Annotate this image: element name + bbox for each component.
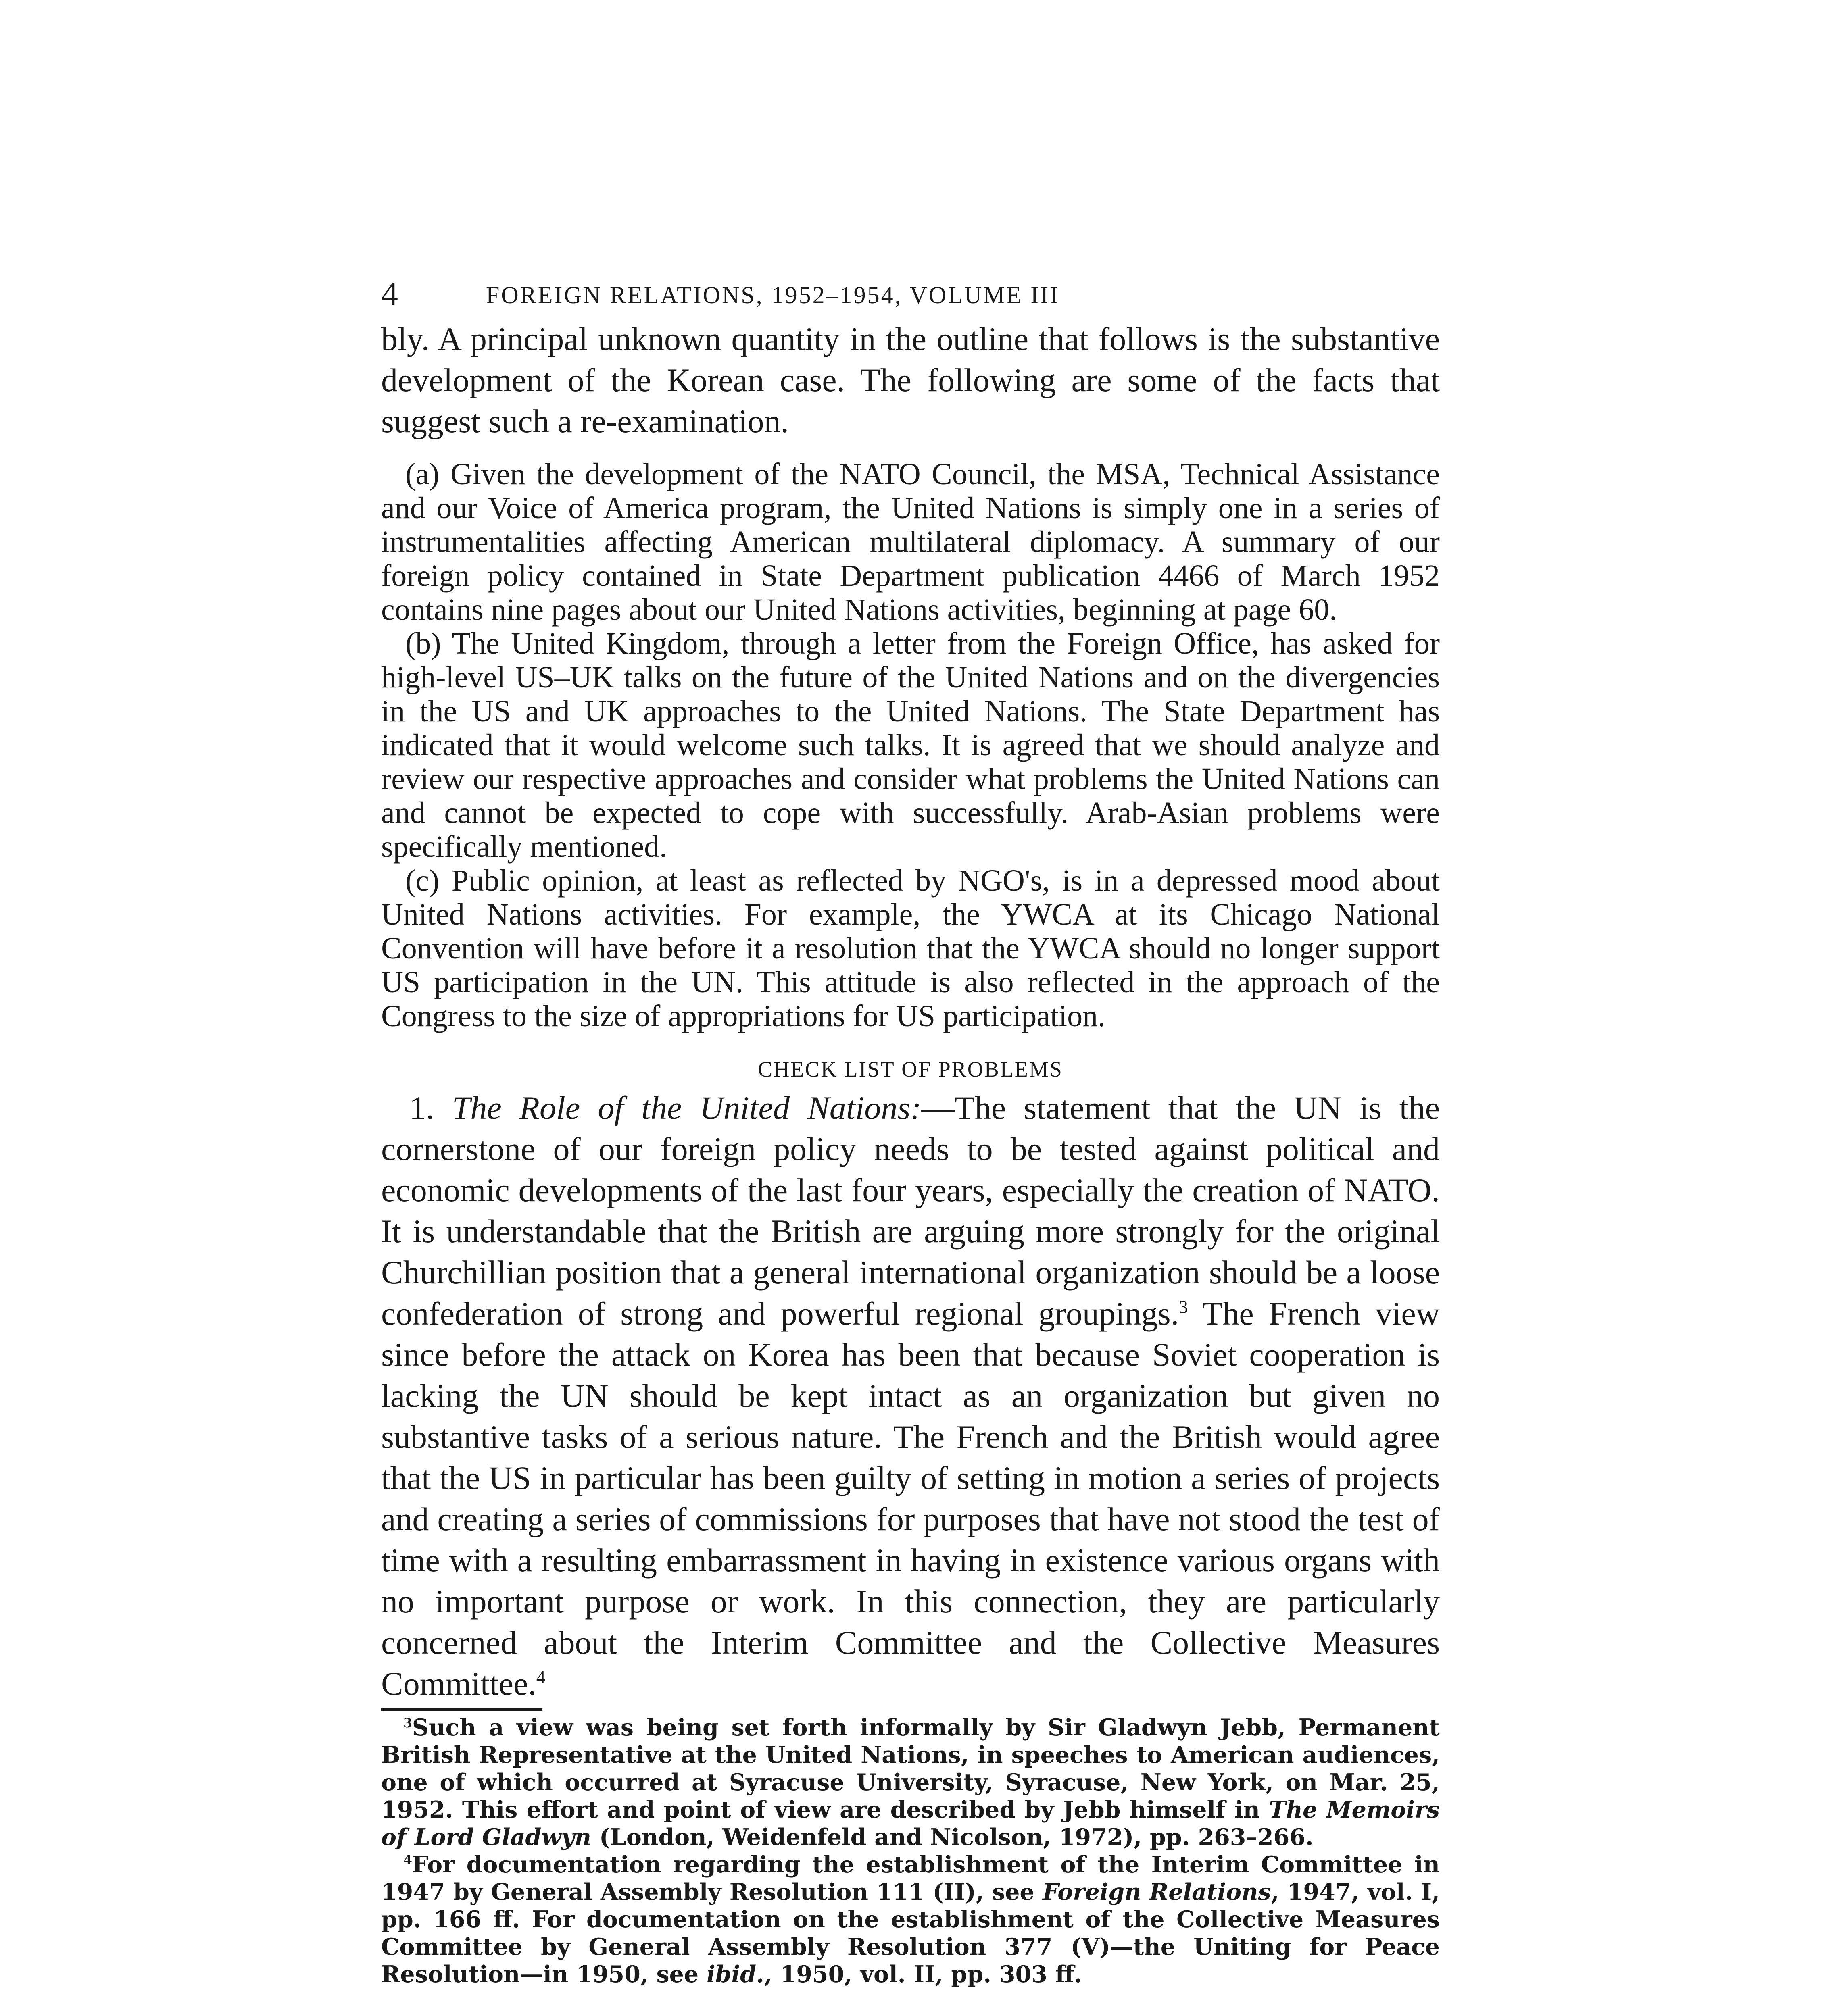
- footnote-marker: 4: [403, 1853, 412, 1868]
- page-header: [381, 274, 1440, 319]
- section-heading: CHECK LIST OF PROBLEMS: [758, 1057, 1063, 1081]
- footnote-reference-4[interactable]: 4: [536, 1667, 546, 1687]
- list-item-a: [381, 457, 1440, 627]
- intro-paragraph: bly. A principal unknown quantity in the outline that follows is the substantive development of the Korean case. The following are some of the facts that suggest such a re-examination.: [381, 321, 1440, 439]
- footnote-citation-title: The Memoirs of Lord Gladwyn: [381, 1796, 1440, 1851]
- footnote-text: For documentation regarding the establishment of the Interim Committee in 1947 by General Assembly Resolution 111 (II), see: [381, 1851, 1440, 1906]
- item-label: (a): [405, 457, 440, 491]
- problem-title: The Role of the United Nations:: [452, 1089, 922, 1126]
- footnote-text: (London, Weidenfeld and Nicolson, 1972), pp. 263–266.: [591, 1824, 1314, 1851]
- footnote-3: [381, 1714, 1440, 1851]
- item-label: (c): [405, 864, 440, 898]
- document-page: [381, 274, 1440, 1988]
- footnote-marker: 3: [403, 1716, 412, 1731]
- footnote-citation-ibid: ibid.: [707, 1961, 764, 1988]
- footnote-text: , 1950, vol. II, pp. 303 ff.: [764, 1961, 1082, 1988]
- problem-number: 1.: [409, 1089, 434, 1126]
- footnote-4: [381, 1851, 1440, 1988]
- problem-text-part-1: —The statement that the UN is the cornerstone of our foreign policy needs to be tested against political and economic developments of the last four years, especially the creation of NATO. It is understandable that the British are arguing more strongly for the original Churchillian position that a general international organization should be a loose confederation of strong and powerful regional groupings.: [381, 1089, 1440, 1332]
- footnote-reference-3[interactable]: 3: [1179, 1297, 1188, 1317]
- list-item-b: [381, 627, 1440, 864]
- list-item-c: [381, 864, 1440, 1033]
- running-head: FOREIGN RELATIONS, 1952–1954, VOLUME III: [486, 282, 1060, 308]
- footnote-text: , 1947, vol. I, pp. 166 ff. For documentation on the establishment of the Collective Measures Committee by General Assembly Resolution 377 (V)—the Uniting for Peace Resolution—in 1950, see: [381, 1879, 1440, 1988]
- page-number: 4: [381, 275, 398, 312]
- problem-1-paragraph: [381, 1087, 1440, 1704]
- item-label: (b): [405, 627, 441, 660]
- item-text: Given the development of the NATO Council, the MSA, Technical Assistance and our Voice of America program, the United Nations is simply one in a series of instrumentalities affecting American multilateral diplomacy. A summary of our foreign policy contained in State Department publication 4466 of March 1952 contains nine pages about our United Nations activities, beginning at page 60.: [381, 457, 1440, 627]
- problem-text-part-2: The French view since before the attack on Korea has been that because Soviet cooperation is lacking the UN should be kept intact as an organization but given no substantive tasks of a serious nature. The French and the British would agree that the US in particular has been guilty of setting in motion a series of projects and creating a series of commissions for purposes that have not stood the test of time with a resulting embarrassment in having in existence various organs with no important purpose or work. In this connection, they are particularly concerned about the Interim Committee and the Collective Measures Committee.: [381, 1295, 1440, 1702]
- item-text: The United Kingdom, through a letter from the Foreign Office, has asked for high-level US–UK talks on the future of the United Nations and on the divergencies in the US and UK approaches to the United Nations. The State Department has indicated that it would welcome such talks. It is agreed that we should analyze and review our respective approaches and consider what problems the United Nations can and cannot be expected to cope with successfully. Arab-Asian problems were specifically mentioned.: [381, 627, 1440, 864]
- footnote-divider: [381, 1708, 542, 1711]
- footnote-citation-title: Foreign Relations: [1042, 1879, 1271, 1906]
- item-text: Public opinion, at least as reflected by NGO's, is in a depressed mood about United Nations activities. For example, the YWCA at its Chicago National Convention will have before it a resolution that the YWCA should no longer support US participation in the UN. This attitude is also reflected in the approach of the Congress to the size of appropriations for US participation.: [381, 864, 1440, 1033]
- footnote-text: Such a view was being set forth informally by Sir Gladwyn Jebb, Permanent British Representative at the United Nations, in speeches to American audiences, one of which occurred at Syracuse University, Syracuse, New York, on Mar. 25, 1952. This effort and point of view are described by Jebb himself in: [381, 1714, 1440, 1823]
